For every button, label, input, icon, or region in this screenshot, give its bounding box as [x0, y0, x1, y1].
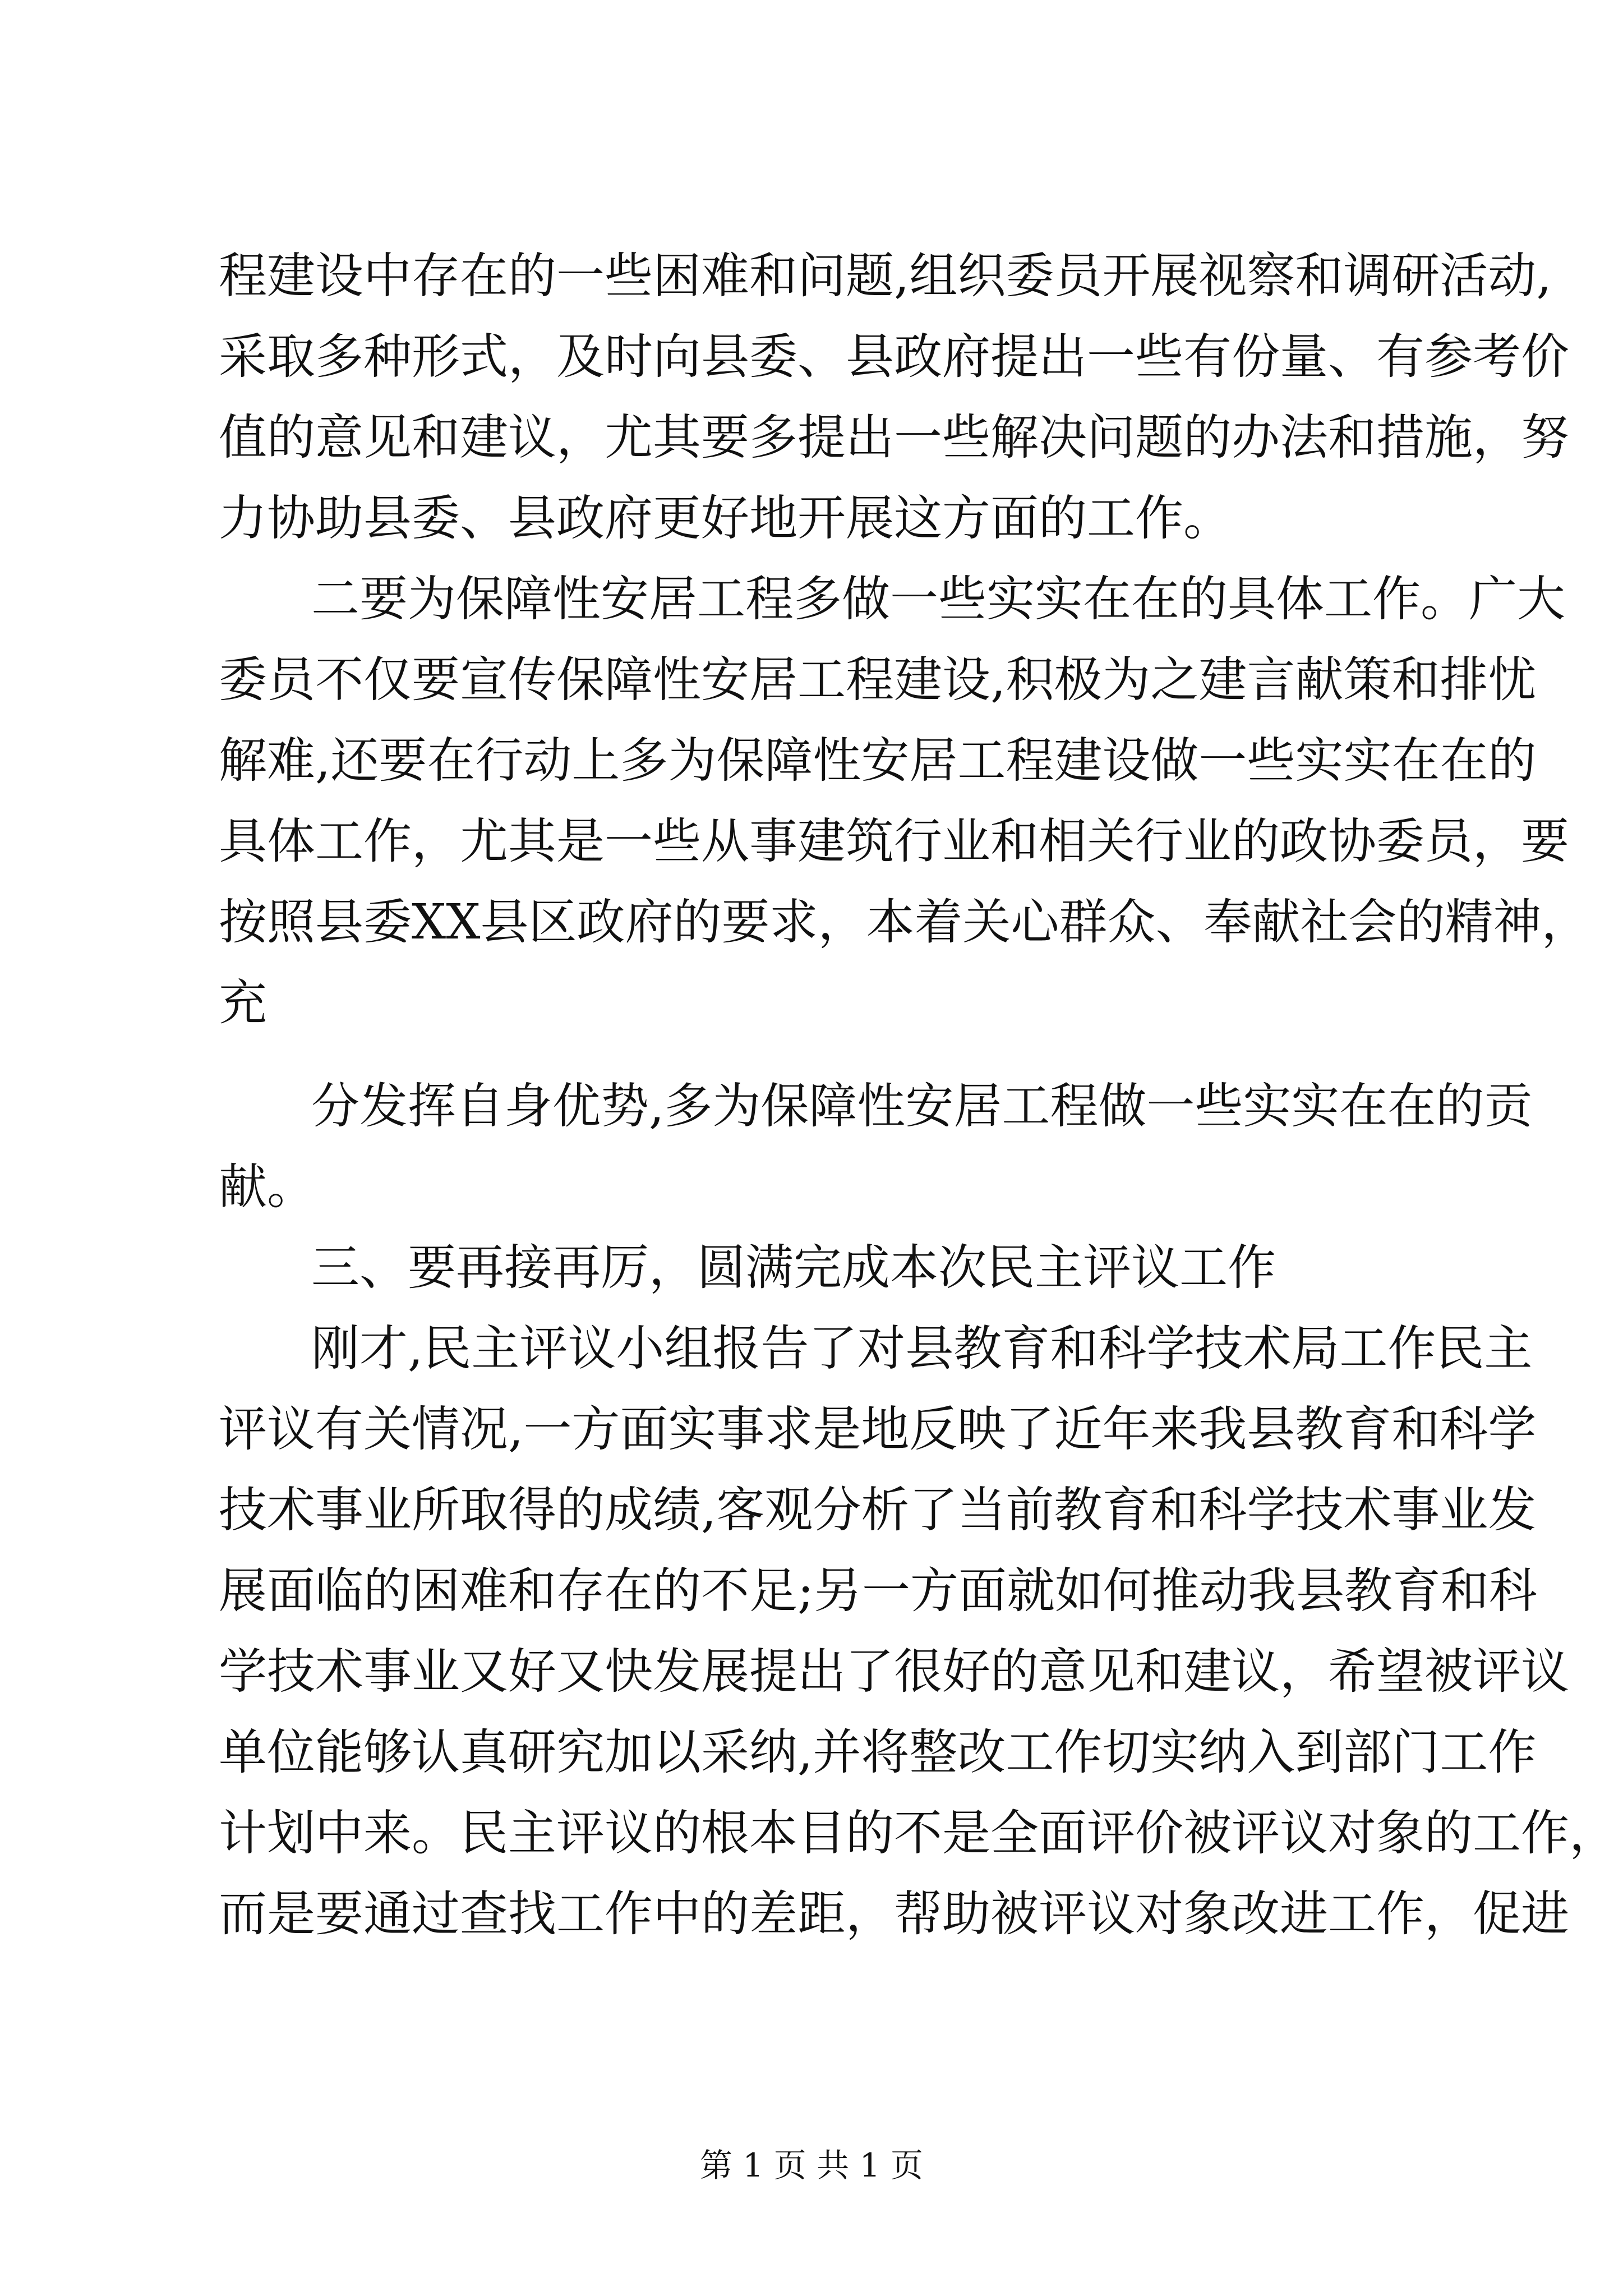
paragraph-start-line: 分发挥自身优势,多为保障性安居工程做一些实实在在的贡: [311, 1078, 1533, 1134]
text-line: 程建设中存在的一些困难和问题,组织委员开展视察和调研活动,: [219, 248, 1552, 304]
text-line: 采取多种形式，及时向县委、县政府提出一些有份量、有参考价: [219, 329, 1569, 385]
text-line: 而是要通过查找工作中的差距，帮助被评议对象改进工作，促进: [219, 1886, 1569, 1942]
text-line: 值的意见和建议，尤其要多提出一些解决问题的办法和措施，努: [219, 409, 1569, 466]
text-line: 解难,还要在行动上多为保障性安居工程建设做一些实实在在的: [219, 733, 1537, 789]
text-line: 学技术事业又好又快发展提出了很好的意见和建议，希望被评议: [219, 1644, 1569, 1700]
section-heading: 三、要再接再厉，圆满完成本次民主评议工作: [311, 1240, 1276, 1296]
text-line: 按照县委XX县区政府的要求，本着关心群众、奉献社会的精神，: [219, 894, 1590, 950]
text-line: 展面临的困难和存在的不足;另一方面就如何推动我县教育和科: [219, 1563, 1537, 1619]
text-line: 单位能够认真研究加以采纳,并将整改工作切实纳入到部门工作: [219, 1724, 1537, 1780]
document-body: [219, 236, 1617, 1954]
text-line: 评议有关情况,一方面实事求是地反映了近年来我县教育和科学: [219, 1401, 1537, 1457]
text-line: 献。: [219, 1159, 315, 1215]
text-line: 计划中来。民主评议的根本目的不是全面评价被评议对象的工作，: [219, 1805, 1617, 1861]
paragraph-start-line: 刚才,民主评议小组报告了对县教育和科学技术局工作民主: [311, 1320, 1533, 1377]
paragraph-start-line: 二要为保障性安居工程多做一些实实在在的具体工作。广大: [311, 571, 1565, 627]
text-line: 充: [219, 975, 267, 1031]
text-line: 委员不仅要宣传保障性安居工程建设,积极为之建言献策和排忧: [219, 652, 1537, 708]
page-footer: 第 1 页 共 1 页: [700, 2146, 923, 2184]
text-line: 技术事业所取得的成绩,客观分析了当前教育和科学技术事业发: [219, 1482, 1537, 1538]
text-line: 力协助县委、县政府更好地开展这方面的工作。: [219, 490, 1232, 546]
text-line: 具体工作，尤其是一些从事建筑行业和相关行业的政协委员，要: [219, 813, 1569, 869]
